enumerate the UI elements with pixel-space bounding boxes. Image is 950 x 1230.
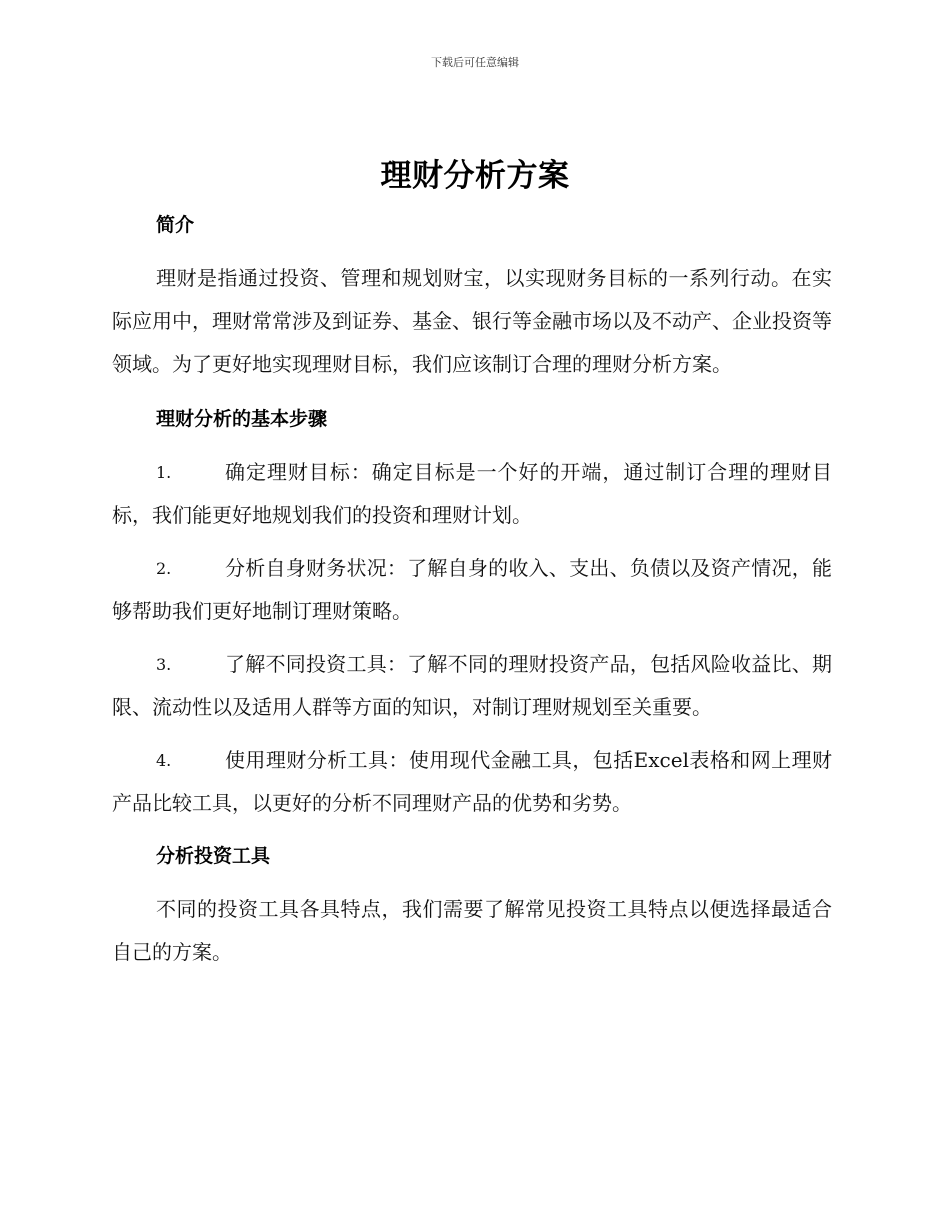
- intro-paragraph: 理财是指通过投资、管理和规划财宝，以实现财务目标的一系列行动。在实际应用中，理财常常涉及到证券、基金、银行等金融市场以及不动产、企业投资等领域。为了更好地实现理财目标，我们应该制订合理的理财分析方案。: [112, 266, 832, 376]
- step-item-4: [112, 739, 832, 825]
- step-item-2: [112, 547, 832, 633]
- step-number: 4.: [156, 751, 172, 770]
- document-title: 理财分析方案: [380, 158, 570, 194]
- step-item-3: [112, 643, 832, 729]
- section-heading-intro: 简介: [156, 214, 195, 236]
- step-number: 2.: [156, 559, 172, 578]
- document-body: [112, 204, 832, 974]
- section-heading-tools: 分析投资工具: [156, 845, 271, 867]
- step-item-1: [112, 451, 832, 537]
- step-text: 确定理财目标：确定目标是一个好的开端，通过制订合理的理财目标，我们能更好地规划我们的投资和理财计划。: [112, 460, 832, 527]
- page-header: 下载后可任意编辑: [431, 56, 519, 69]
- tools-paragraph: 不同的投资工具各具特点，我们需要了解常见投资工具特点以便选择最适合自己的方案。: [112, 897, 832, 964]
- step-text: 使用理财分析工具：使用现代金融工具，包括Excel表格和网上理财产品比较工具，以更好的分析不同理财产品的优势和劣势。: [112, 748, 832, 815]
- step-number: 3.: [156, 655, 172, 674]
- step-number: 1.: [156, 463, 172, 482]
- step-text: 了解不同投资工具：了解不同的理财投资产品，包括风险收益比、期限、流动性以及适用人群等方面的知识，对制订理财规划至关重要。: [112, 652, 832, 719]
- section-heading-steps: 理财分析的基本步骤: [156, 408, 328, 430]
- step-text: 分析自身财务状况：了解自身的收入、支出、负债以及资产情况，能够帮助我们更好地制订理财策略。: [112, 556, 832, 623]
